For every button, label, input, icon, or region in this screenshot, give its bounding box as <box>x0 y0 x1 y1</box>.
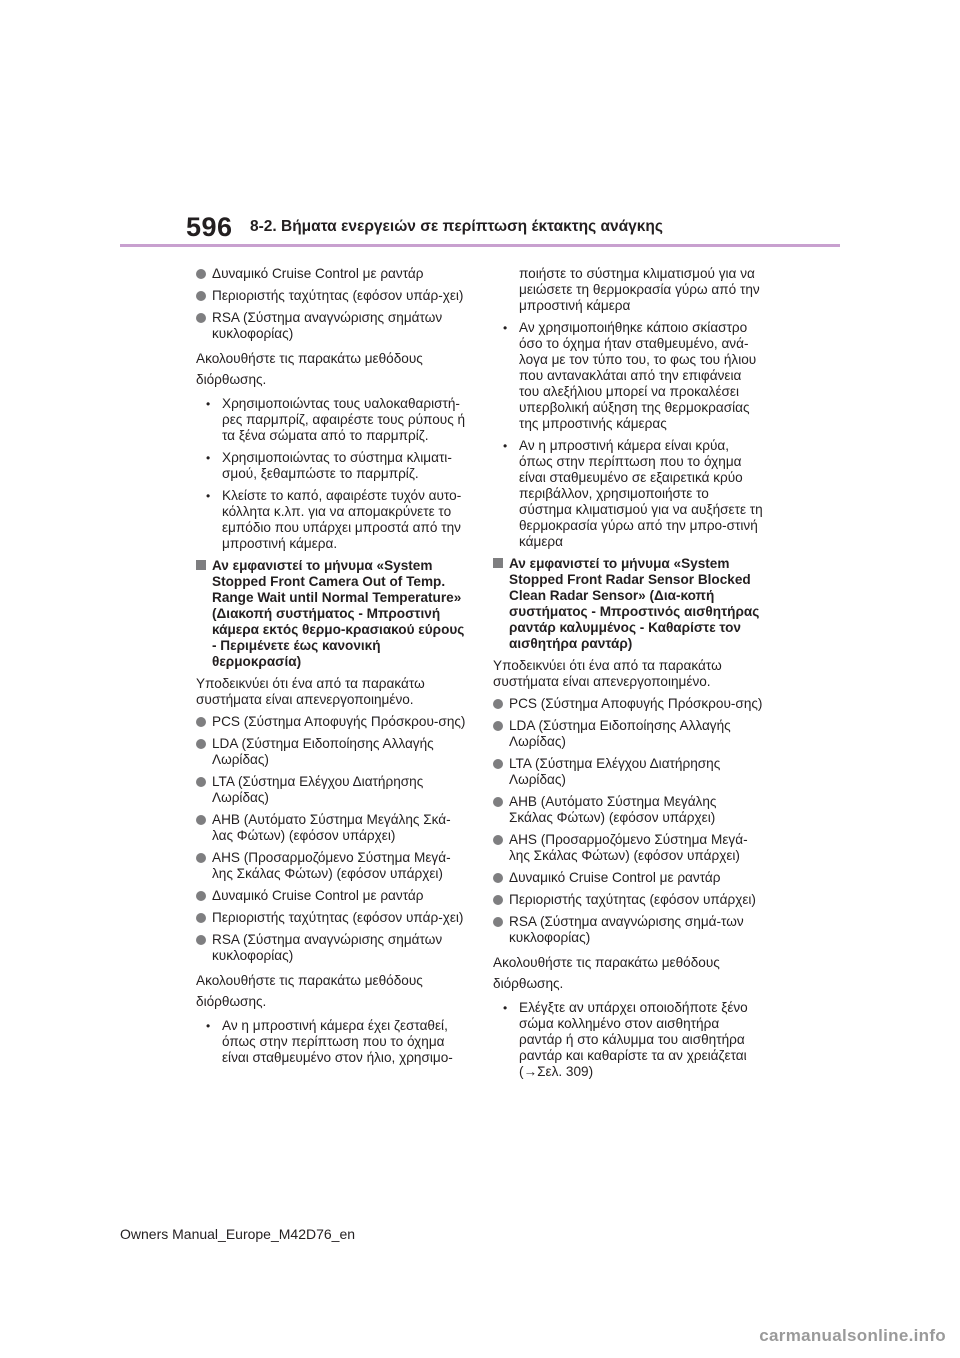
bullet-icon <box>196 739 206 749</box>
list-item <box>493 718 763 750</box>
bullet-icon <box>196 269 206 279</box>
list-item-text: AHS (Προσαρμοζόμενο Σύστημα Μεγά-λης Σκάλας Φώτων) (εφόσον υπάρχει) <box>509 832 748 863</box>
step-item <box>196 450 466 482</box>
page-reference-text[interactable]: Ελέγξτε αν υπάρχει οποιοδήποτε ξένο σώμα κολλημένο στον αισθητήρα ραντάρ ή στο κάλυμμα του αισθητήρα ραντάρ και καθαρίστε τα αν χρειάζεται (→Σελ. 309) <box>519 1000 748 1079</box>
bullet-icon <box>196 291 206 301</box>
bullet-icon <box>493 759 503 769</box>
bullet-icon <box>196 935 206 945</box>
step-dot-icon: • <box>206 397 211 411</box>
list-item <box>493 870 763 886</box>
list-item <box>196 932 466 964</box>
bullet-icon <box>493 699 503 709</box>
step-dot-icon: • <box>503 321 508 335</box>
left-column <box>196 266 466 1072</box>
sub-heading <box>493 556 763 652</box>
list-item-text: RSA (Σύστημα αναγνώρισης σημά-των κυκλοφορίας) <box>509 914 744 945</box>
bullet-icon <box>196 891 206 901</box>
bullet-icon <box>493 835 503 845</box>
list-item <box>196 774 466 806</box>
list-item <box>196 888 466 904</box>
step-item <box>493 438 763 550</box>
step-text: Χρησιμοποιώντας τους υαλοκαθαριστή-ρες παρμπρίζ, αφαιρέστε τους ρύπους ή τα ξένα σώματα από το παρμπρίζ. <box>222 396 466 443</box>
bullet-icon <box>196 815 206 825</box>
sub-heading <box>196 558 466 670</box>
bullet-icon <box>493 895 503 905</box>
list-item <box>196 850 466 882</box>
step-continuation <box>493 266 763 314</box>
list-item-text: RSA (Σύστημα αναγνώρισης σημάτων κυκλοφορίας) <box>212 932 443 963</box>
list-item-text: LDA (Σύστημα Ειδοποίησης Αλλαγής Λωρίδας) <box>509 718 731 749</box>
paragraph: Ακολουθήστε τις παρακάτω μεθόδους διόρθωσης. <box>196 351 423 387</box>
list-item <box>196 310 466 342</box>
list-item-text: PCS (Σύστημα Αποφυγής Πρόσκρου-σης) <box>509 696 763 711</box>
step-dot-icon: • <box>503 439 508 453</box>
step-item <box>196 488 466 552</box>
step-dot-icon: • <box>206 1019 211 1033</box>
step-dot-icon: • <box>503 1001 508 1015</box>
list-item <box>493 794 763 826</box>
watermark: carmanualsonline.info <box>759 1326 946 1345</box>
list-item <box>196 714 466 730</box>
section-title: 8-2. Βήματα ενεργειών σε περίπτωση έκτακτης ανάγκης <box>250 218 663 235</box>
list-item <box>493 914 763 946</box>
bullet-icon <box>493 721 503 731</box>
step-text: ποιήστε το σύστημα κλιματισμού για να μειώσετε τη θερμοκρασία γύρω από την μπροστινή κάμερα <box>519 266 760 313</box>
list-item <box>196 812 466 844</box>
list-item-text: Δυναμικό Cruise Control με ραντάρ <box>212 266 424 281</box>
step-item <box>493 1000 763 1080</box>
bullet-icon <box>196 853 206 863</box>
sub-heading-text: Αν εμφανιστεί το μήνυμα «System Stopped Front Radar Sensor Blocked Clean Radar Sensor» (Δια-κοπή συστήματος - Μπροστινός αισθητήρας ραντάρ καλυμμένος - Καθαρίστε τον αισθητήρα ραντάρ) <box>509 556 760 651</box>
paragraph: Ακολουθήστε τις παρακάτω μεθόδους διόρθωσης. <box>196 973 423 1009</box>
sub-heading-text: Αν εμφανιστεί το μήνυμα «System Stopped Front Camera Out of Temp. Range Wait until Normal Temperature» (Διακοπή συστήματος - Μπροστινή κάμερα εκτός θερμο-κρασιακού εύρους - Περιμένετε έως κανονική θερμοκρασία) <box>212 558 465 669</box>
step-text: Αν η μπροστινή κάμερα έχει ζεσταθεί, όπως στην περίπτωση που το όχημα είναι σταθμευμένο στον ήλιο, χρησιμο- <box>222 1018 453 1065</box>
bullet-icon <box>196 777 206 787</box>
list-item-text: RSA (Σύστημα αναγνώρισης σημάτων κυκλοφορίας) <box>212 310 443 341</box>
paragraph: Υποδεικνύει ότι ένα από τα παρακάτω συστήματα είναι απενεργοποιημένο. <box>493 658 722 689</box>
list-item-text: Δυναμικό Cruise Control με ραντάρ <box>212 888 424 903</box>
step-item <box>493 320 763 432</box>
list-item-text: LDA (Σύστημα Ειδοποίησης Αλλαγής Λωρίδας) <box>212 736 434 767</box>
square-icon <box>196 560 206 570</box>
bullet-icon <box>196 313 206 323</box>
list-item <box>196 736 466 768</box>
list-item-text: AHB (Αυτόματο Σύστημα Μεγάλης Σκάλας Φώτων) (εφόσον υπάρχει) <box>509 794 717 825</box>
list-item-text: LTA (Σύστημα Ελέγχου Διατήρησης Λωρίδας) <box>509 756 721 787</box>
step-dot-icon: • <box>206 489 211 503</box>
bullet-icon <box>493 917 503 927</box>
manual-id: Owners Manual_Europe_M42D76_en <box>120 1226 356 1242</box>
step-item <box>196 396 466 444</box>
list-item-text: LTA (Σύστημα Ελέγχου Διατήρησης Λωρίδας) <box>212 774 424 805</box>
list-item <box>196 266 466 282</box>
bullet-icon <box>196 717 206 727</box>
list-item-text: AHS (Προσαρμοζόμενο Σύστημα Μεγά-λης Σκάλας Φώτων) (εφόσον υπάρχει) <box>212 850 451 881</box>
step-text: Αν χρησιμοποιήθηκε κάποιο σκίαστρο όσο το όχημα ήταν σταθμευμένο, ανά-λογα με τον τύπο του, το φως του ήλιου που αντανακλάται από την επιφάνεια του αλεξήλιου μπορεί να προκαλέσει υπερβολική αύξηση της θερμοκρασίας της μπροστινής κάμερας <box>519 320 757 431</box>
list-item-text: Δυναμικό Cruise Control με ραντάρ <box>509 870 721 885</box>
paragraph: Ακολουθήστε τις παρακάτω μεθόδους διόρθωσης. <box>493 955 720 991</box>
step-text: Κλείστε το καπό, αφαιρέστε τυχόν αυτο-κόλλητα κ.λπ. για να απομακρύνετε το εμπόδιο που υπάρχει μπροστά από την μπροστινή κάμερα. <box>222 488 462 551</box>
square-icon <box>493 558 503 568</box>
bullet-icon <box>493 797 503 807</box>
list-item <box>493 696 763 712</box>
list-item <box>493 756 763 788</box>
list-item <box>493 832 763 864</box>
bullet-icon <box>493 873 503 883</box>
bullet-icon <box>196 913 206 923</box>
list-item <box>196 910 466 926</box>
step-item <box>196 1018 466 1066</box>
right-column <box>493 266 763 1086</box>
list-item-text: PCS (Σύστημα Αποφυγής Πρόσκρου-σης) <box>212 714 466 729</box>
list-item-text: Περιοριστής ταχύτητας (εφόσον υπάρ-χει) <box>212 910 464 925</box>
page-number: 596 <box>186 212 233 242</box>
list-item <box>196 288 466 304</box>
list-item <box>493 892 763 908</box>
list-item-text: Περιοριστής ταχύτητας (εφόσον υπάρ-χει) <box>212 288 464 303</box>
list-item-text: Περιοριστής ταχύτητας (εφόσον υπάρχει) <box>509 892 756 907</box>
step-text: Χρησιμοποιώντας το σύστημα κλιματι-σμού, ξεθαμπώστε το παρμπρίζ. <box>222 450 452 481</box>
list-item-text: AHB (Αυτόματο Σύστημα Μεγάλης Σκά-λας Φώτων) (εφόσον υπάρχει) <box>212 812 451 843</box>
step-dot-icon: • <box>206 451 211 465</box>
step-text: Αν η μπροστινή κάμερα είναι κρύα, όπως στην περίπτωση που το όχημα είναι σταθμευμένο σε εξαιρετικά κρύο περιβάλλον, χρησιμοποιήστε το σύστημα κλιματισμού για να αυξήσετε τη θερμοκρασία γύρω από την μπρο-στινή κάμερα <box>519 438 763 549</box>
paragraph: Υποδεικνύει ότι ένα από τα παρακάτω συστήματα είναι απενεργοποιημένο. <box>196 676 425 707</box>
header-rule <box>120 244 840 247</box>
